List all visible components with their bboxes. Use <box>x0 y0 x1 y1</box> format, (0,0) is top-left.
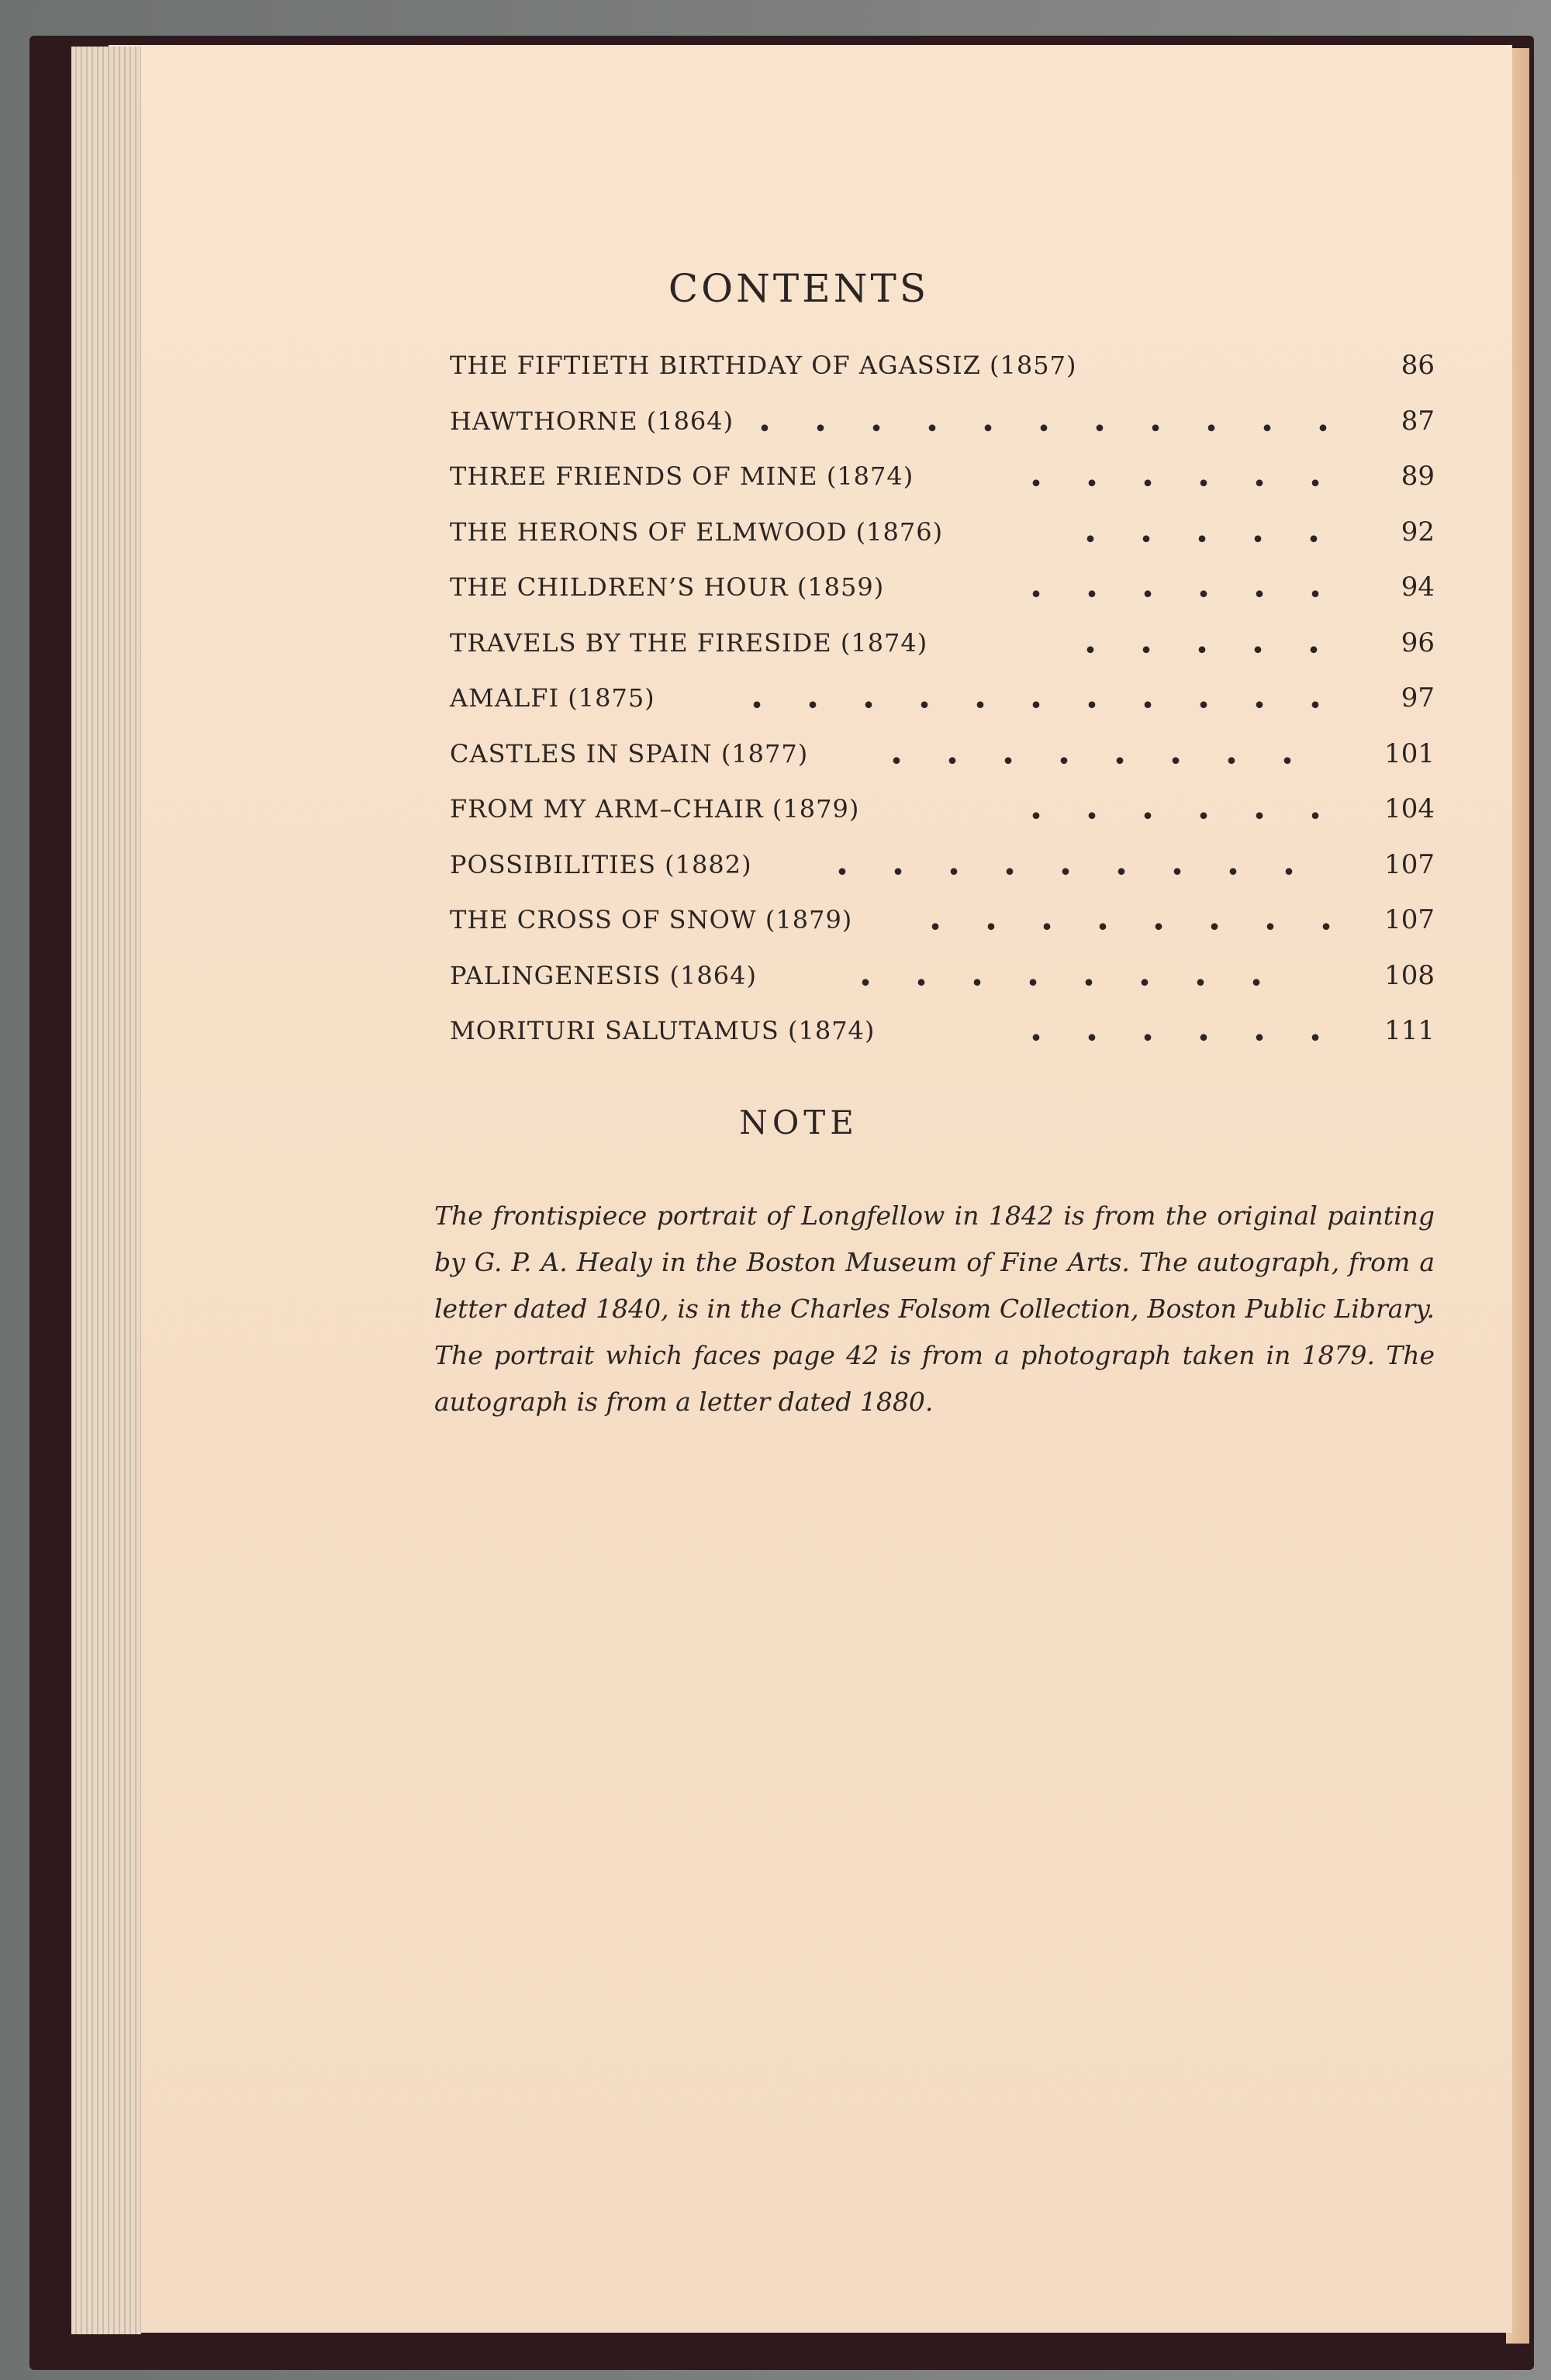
contents-heading: CONTENTS <box>668 266 930 311</box>
table-of-contents <box>450 338 1435 1059</box>
dot-leader <box>869 727 1303 782</box>
toc-entry-page: 108 <box>1384 959 1435 991</box>
toc-entry <box>450 893 1435 948</box>
book-page <box>109 45 1512 2333</box>
page-edges-left <box>71 47 141 2334</box>
toc-entry <box>450 449 1435 505</box>
toc-entry <box>450 338 1435 394</box>
toc-entry-page: 96 <box>1401 627 1435 658</box>
dot-leader <box>1008 449 1342 505</box>
dot-leader <box>729 671 1342 727</box>
toc-entry-page: 87 <box>1401 405 1435 437</box>
toc-entry <box>450 560 1435 616</box>
toc-entry <box>450 838 1435 893</box>
toc-entry-page: 97 <box>1401 682 1435 713</box>
dot-leader <box>907 893 1342 948</box>
toc-entry-page: 101 <box>1384 737 1435 769</box>
toc-entry <box>450 782 1435 838</box>
toc-entry <box>450 948 1435 1004</box>
toc-entry-title: PALINGENESIS (1864) <box>450 960 757 990</box>
toc-entry <box>450 616 1435 672</box>
toc-entry-page: 89 <box>1401 461 1435 492</box>
toc-entry-title: THE CHILDREN’S HOUR (1859) <box>450 572 885 602</box>
dot-leader <box>814 838 1311 893</box>
note-paragraph: The frontispiece portrait of Longfellow in 1842 is from the original painting by G. P. A. Healy in the Boston Museum of Fine Arts. The autograph, from a letter dated 1840, is in the Charles Folsom Collection, Boston Public Library. The portrait which faces page 42 is from a photograph taken in 1879. The autograph is from a letter dated 1880. <box>434 1200 1435 1417</box>
dot-leader <box>1062 505 1342 561</box>
toc-entry-title: AMALFI (1875) <box>450 683 655 713</box>
dot-leader <box>1062 616 1342 672</box>
dot-leader <box>1008 1003 1342 1059</box>
toc-entry-page: 86 <box>1401 350 1435 381</box>
toc-entry-title: TRAVELS BY THE FIRESIDE (1874) <box>450 627 928 658</box>
toc-entry-title: THE FIFTIETH BIRTHDAY OF AGASSIZ (1857) <box>450 351 1077 380</box>
toc-entry <box>450 394 1435 450</box>
toc-entry-title: POSSIBILITIES (1882) <box>450 849 752 879</box>
dot-leader <box>1008 782 1342 838</box>
toc-entry-title: CASTLES IN SPAIN (1877) <box>450 738 809 769</box>
toc-entry-page: 111 <box>1384 1015 1435 1046</box>
dot-leader <box>1008 560 1342 616</box>
toc-entry-title: FROM MY ARM–CHAIR (1879) <box>450 794 860 824</box>
toc-entry-title: THE CROSS OF SNOW (1879) <box>450 905 853 934</box>
toc-entry-page: 94 <box>1401 572 1435 603</box>
toc-entry <box>450 727 1435 782</box>
note-heading: NOTE <box>739 1104 858 1142</box>
toc-entry <box>450 505 1435 561</box>
toc-entry-page: 107 <box>1384 904 1435 935</box>
dot-leader <box>838 948 1303 1004</box>
toc-entry <box>450 671 1435 727</box>
toc-entry-title: MORITURI SALUTAMUS (1874) <box>450 1016 876 1045</box>
toc-entry-title: THREE FRIENDS OF MINE (1874) <box>450 461 914 491</box>
toc-entry-page: 92 <box>1401 516 1435 548</box>
toc-entry-page: 107 <box>1384 848 1435 880</box>
toc-entry-page: 104 <box>1384 793 1435 824</box>
toc-entry-title: HAWTHORNE (1864) <box>450 406 734 436</box>
dot-leader <box>737 394 1342 450</box>
toc-entry-title: THE HERONS OF ELMWOOD (1876) <box>450 516 944 547</box>
toc-entry <box>450 1003 1435 1059</box>
